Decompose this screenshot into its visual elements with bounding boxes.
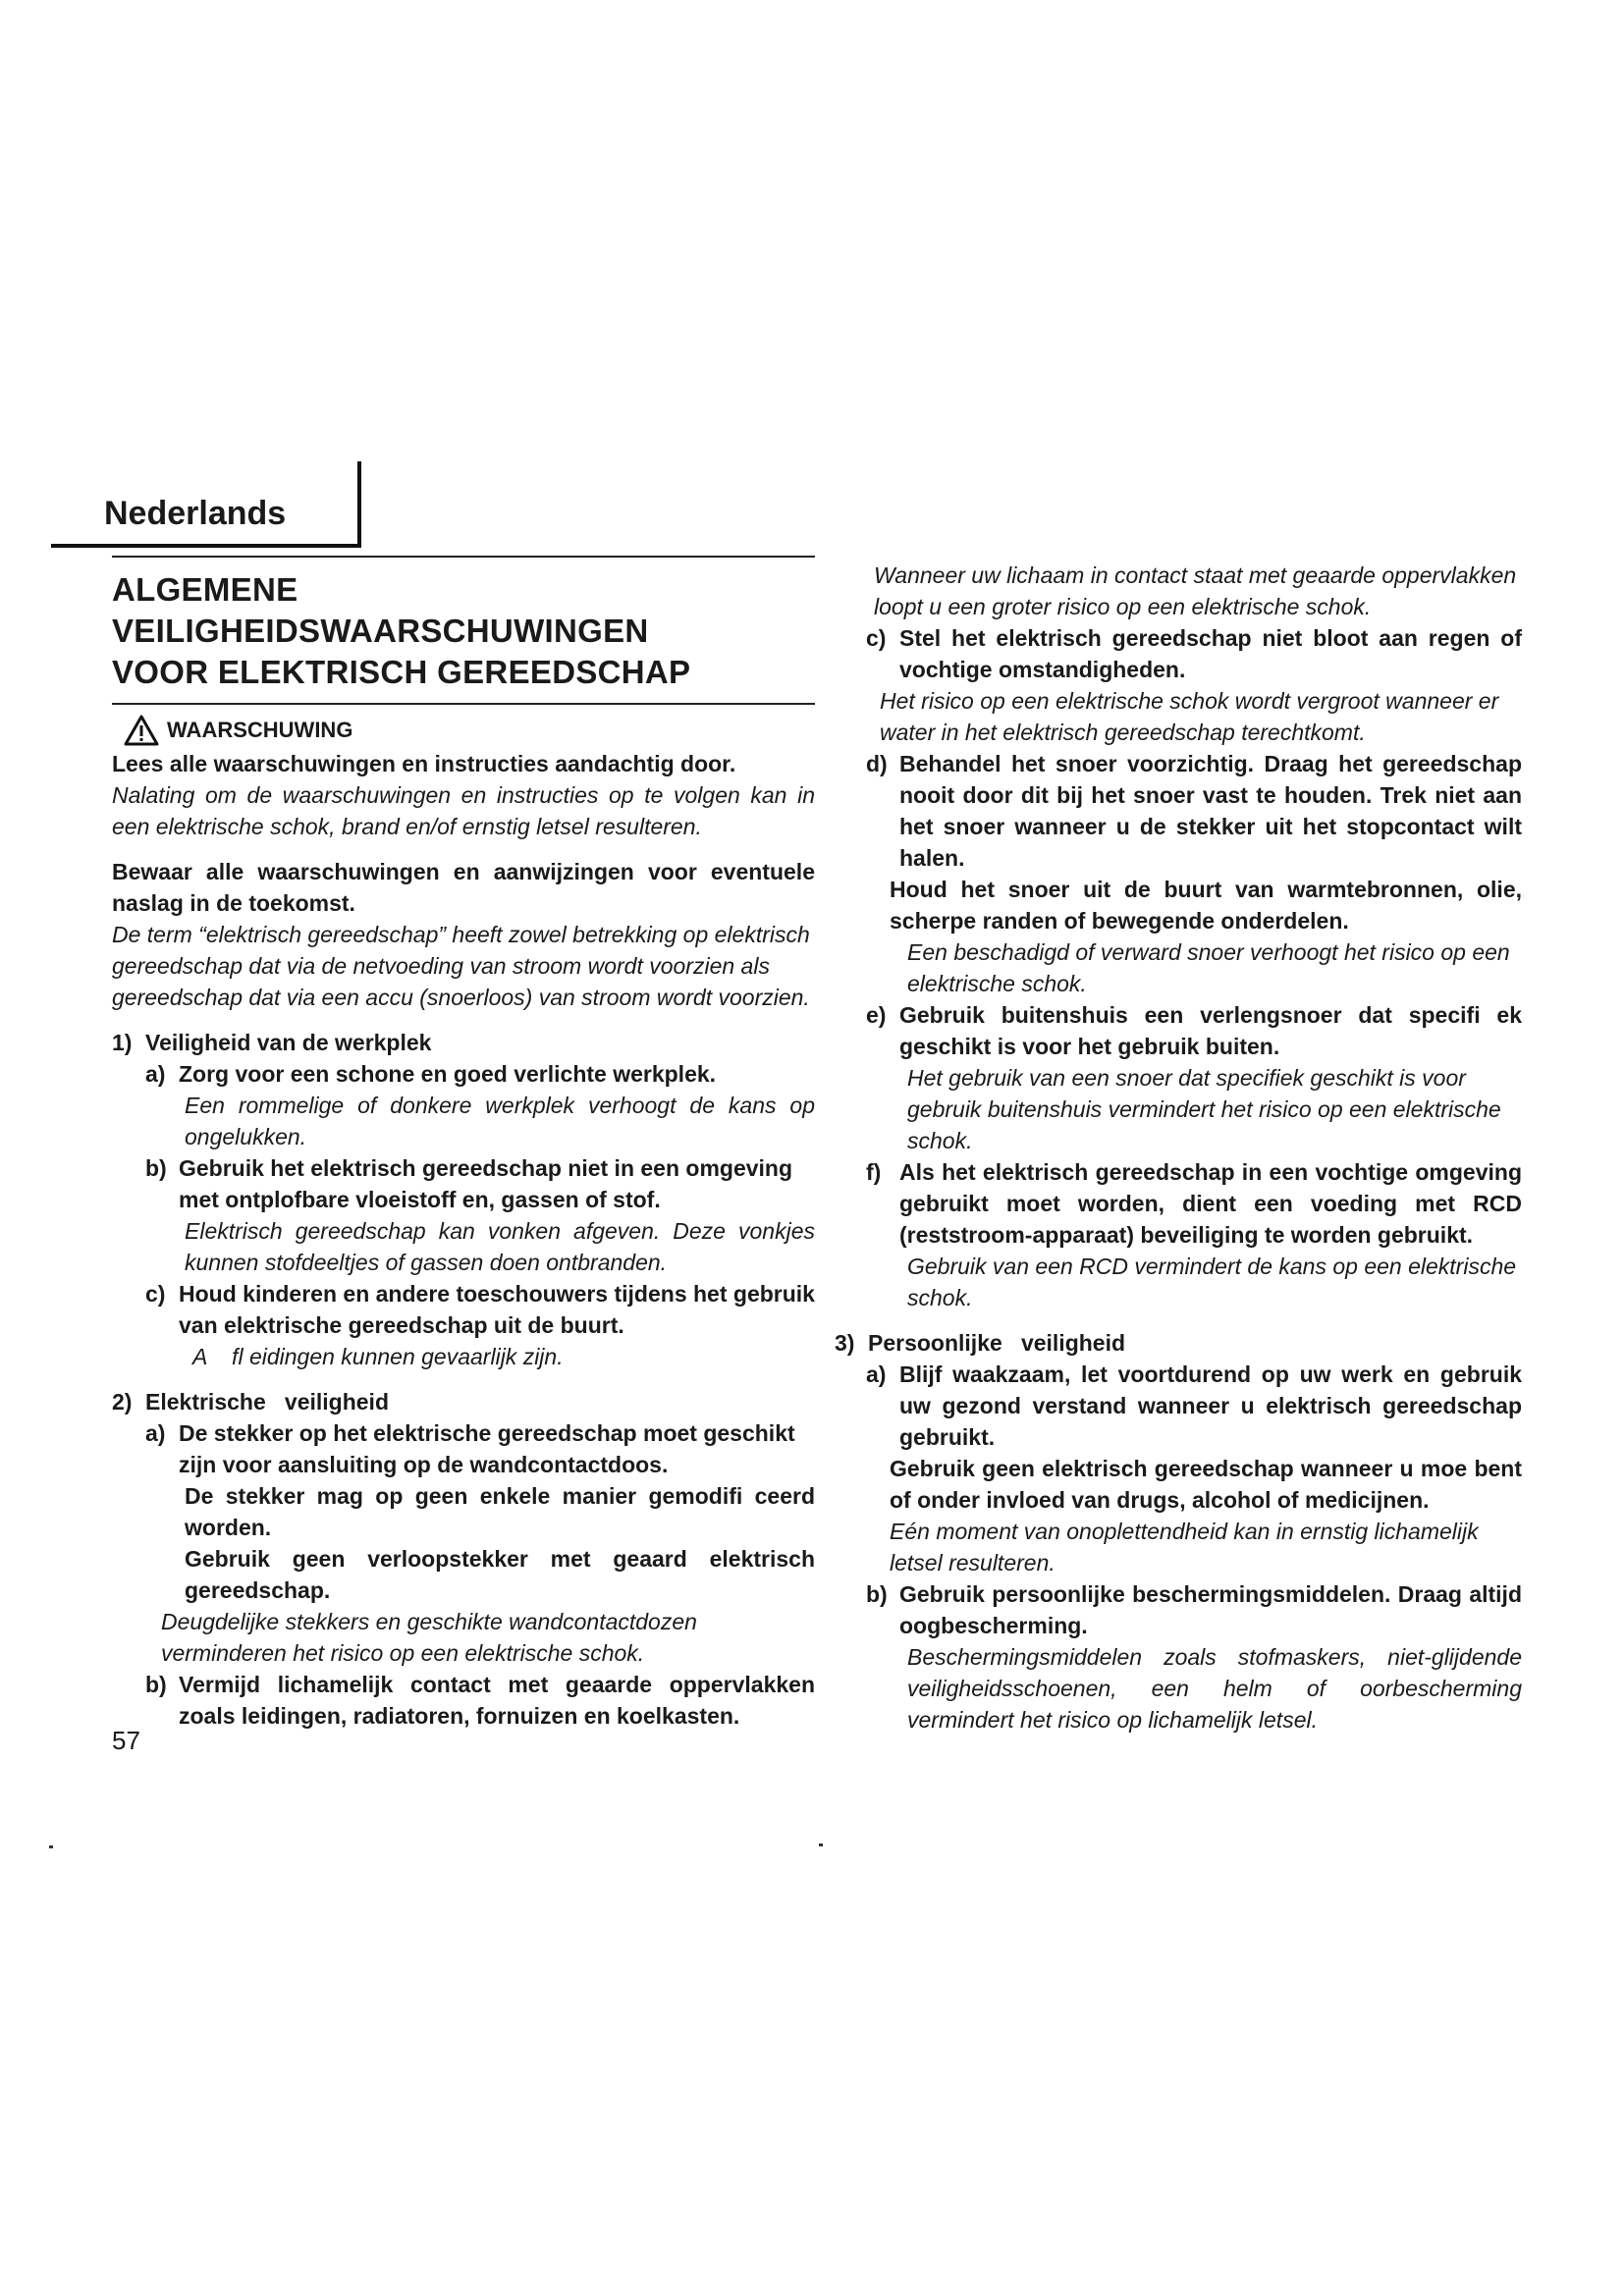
list-text: Gebruik het elektrisch gereedschap niet in een omgeving met ontplofbare vloeistoff en, gassen of stof. — [179, 1155, 793, 1212]
read-all-note: Nalating om de waarschuwingen en instructies op te volgen kan in een elektrische schok, brand en/of ernstig letsel resulteren. — [112, 782, 815, 839]
right-column — [835, 560, 1522, 1735]
list-item — [112, 1278, 815, 1341]
list-marker: c) — [866, 625, 887, 651]
list-note: Een rommelige of donkere werkplek verhoogt de kans op ongelukken. — [185, 1093, 815, 1149]
list-text: De stekker op het elektrische gereedschap moet geschikt zijn voor aansluiting op de wandcontactdoos. — [179, 1420, 795, 1477]
list-item — [835, 1156, 1522, 1251]
list-item — [835, 1578, 1522, 1641]
section-3-heading — [835, 1327, 1522, 1359]
title-line-1: ALGEMENE VEILIGHEIDSWAARSCHUWINGEN — [112, 571, 649, 649]
list-text: Gebruik geen elektrisch gereedschap wanneer u moe bent of onder invloed van drugs, alcohol of medicijnen. — [890, 1456, 1522, 1513]
list-text: Houd het snoer uit de buurt van warmtebronnen, olie, scherpe randen of bewegende onderdelen. — [890, 877, 1522, 934]
list-text: Vermijd lichamelijk contact met geaarde oppervlakken zoals leidingen, radiatoren, fornuizen en koelkasten. — [179, 1672, 815, 1729]
list-text: Gebruik geen verloopstekker met geaard elektrisch gereedschap. — [185, 1546, 815, 1603]
list-note: Eén moment van onoplettendheid kan in ernstig lichamelijk letsel resulteren. — [890, 1519, 1479, 1575]
list-text: Gebruik persoonlijke beschermingsmiddelen. Draag altijd oogbescherming. — [899, 1581, 1522, 1638]
list-text: Blijf waakzaam, let voortdurend op uw werk en gebruik uw gezond verstand wanneer u elektrisch gereedschap gebruikt. — [899, 1362, 1522, 1450]
list-text: Zorg voor een schone en goed verlichte werkplek. — [179, 1061, 717, 1087]
list-marker: b) — [145, 1672, 167, 1697]
warning-label: WAARSCHUWING — [167, 718, 353, 742]
header-horizontal-rule — [51, 544, 361, 548]
list-note: A fl eidingen kunnen gevaarlijk zijn. — [192, 1344, 564, 1369]
list-note: Elektrisch gereedschap kan vonken afgeven. Deze vonkjes kunnen stofdeeltjes of gassen doen ontbranden. — [185, 1218, 815, 1275]
warning-heading — [112, 715, 815, 746]
list-marker: f) — [866, 1159, 882, 1185]
page-number: 57 — [112, 1726, 140, 1755]
list-item — [835, 999, 1522, 1062]
list-text: Behandel het snoer voorzichtig. Draag het gereedschap nooit door dit bij het snoer vast te houden. Trek niet aan het snoer wanneer u de stekker uit het stopcontact wilt halen. — [899, 751, 1522, 871]
scan-mark — [49, 1845, 53, 1848]
list-text: Stel het elektrisch gereedschap niet bloot aan regen of vochtige omstandigheden. — [899, 625, 1522, 682]
scan-mark — [819, 1843, 823, 1846]
section-2-number: 2) — [112, 1389, 133, 1415]
language-label: Nederlands — [104, 495, 287, 532]
list-item — [835, 622, 1522, 685]
list-item — [112, 1669, 815, 1732]
list-text: Houd kinderen en andere toeschouwers tijdens het gebruik van elektrische gereedschap uit de buurt. — [179, 1281, 815, 1338]
list-note: Beschermingsmiddelen zoals stofmaskers, niet-glijdende veiligheidsschoenen, een helm of oorbescherming vermindert het risico op lichamelijk letsel. — [907, 1644, 1522, 1733]
list-item — [835, 748, 1522, 874]
list-text: De stekker mag op geen enkele manier gemodifi ceerd worden. — [185, 1483, 815, 1540]
list-note: Een beschadigd of verward snoer verhoogt het risico op een elektrische schok. — [907, 939, 1510, 996]
list-item — [112, 1417, 815, 1480]
list-item — [112, 1058, 815, 1090]
list-marker: b) — [145, 1155, 167, 1181]
left-column — [112, 556, 815, 1732]
list-note: Wanneer uw lichaam in contact staat met geaarde oppervlakken loopt u een groter risico op een elektrische schok. — [874, 562, 1517, 619]
keep-note: De term “elektrisch gereedschap” heeft zowel betrekking op elektrisch gereedschap dat via de netvoeding van stroom wordt voorzien als gereedschap dat via een accu (snoerloos) van stroom wordt voorzien. — [112, 922, 810, 1010]
list-note: Deugdelijke stekkers en geschikte wandcontactdozen verminderen het risico op een elektrische schok. — [161, 1609, 697, 1666]
section-3-number: 3) — [835, 1330, 855, 1356]
list-item — [835, 1359, 1522, 1453]
section-1-heading — [112, 1027, 815, 1058]
list-marker: e) — [866, 1002, 887, 1028]
section-2-heading — [112, 1386, 815, 1417]
warning-triangle-icon — [124, 715, 159, 746]
list-marker: b) — [866, 1581, 888, 1607]
page-title — [112, 556, 815, 705]
keep-instruction: Bewaar alle waarschuwingen en aanwijzingen voor eventuele naslag in de toekomst. — [112, 859, 815, 916]
section-2-title: Elektrische veiligheid — [145, 1389, 389, 1415]
list-marker: a) — [866, 1362, 887, 1387]
list-note: Het gebruik van een snoer dat specifiek geschikt is voor gebruik buitenshuis vermindert het risico op een elektrische schok. — [907, 1065, 1501, 1153]
list-marker: d) — [866, 751, 888, 776]
list-marker: c) — [145, 1281, 166, 1307]
list-marker: a) — [145, 1061, 166, 1087]
section-1-title: Veiligheid van de werkplek — [145, 1030, 432, 1055]
language-header — [51, 461, 361, 548]
read-all-instruction: Lees alle waarschuwingen en instructies aandachtig door. — [112, 751, 736, 776]
header-vertical-rule — [357, 461, 361, 548]
list-note: Het risico op een elektrische schok wordt vergroot wanneer er water in het elektrisch gereedschap terechtkomt. — [880, 688, 1499, 745]
list-marker: a) — [145, 1420, 166, 1446]
section-1-number: 1) — [112, 1030, 133, 1055]
list-text: Als het elektrisch gereedschap in een vochtige omgeving gebruikt moet worden, dient een voeding met RCD (reststroom-apparaat) beveiliging te worden gebruikt. — [899, 1159, 1522, 1248]
list-text: Gebruik buitenshuis een verlengsnoer dat specifi ek geschikt is voor het gebruik buiten. — [899, 1002, 1522, 1059]
section-3-title: Persoonlijke veiligheid — [868, 1330, 1126, 1356]
list-note: Gebruik van een RCD vermindert de kans op een elektrische schok. — [907, 1254, 1517, 1310]
list-item — [112, 1152, 815, 1215]
title-line-2: VOOR ELEKTRISCH GEREEDSCHAP — [112, 654, 691, 690]
